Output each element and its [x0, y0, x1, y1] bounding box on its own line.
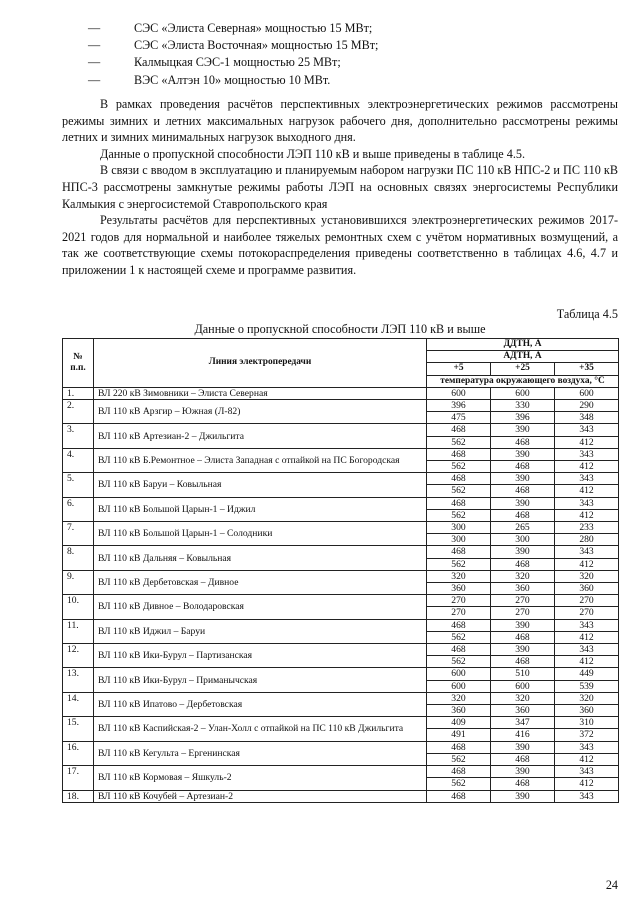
- value-cell: 343: [555, 448, 619, 460]
- table-row: [63, 497, 619, 509]
- table-row: [63, 668, 619, 680]
- value-cell: 412: [555, 656, 619, 668]
- line-name: ВЛ 110 кВ Кормовая – Яшкуль-2: [94, 766, 427, 790]
- value-cell: 390: [491, 619, 555, 631]
- value-cell: 280: [555, 534, 619, 546]
- value-cell: 562: [427, 436, 491, 448]
- row-number: 4.: [63, 448, 94, 472]
- value-cell: 390: [491, 644, 555, 656]
- value-cell: 360: [427, 705, 491, 717]
- table-row: [63, 692, 619, 704]
- bullet-text: Калмыцкая СЭС-1 мощностью 25 МВт;: [134, 55, 341, 70]
- value-cell: 412: [555, 461, 619, 473]
- value-cell: 390: [491, 741, 555, 753]
- value-cell: 270: [555, 595, 619, 607]
- value-cell: 343: [555, 766, 619, 778]
- bullet-text: СЭС «Элиста Северная» мощностью 15 МВт;: [134, 21, 373, 35]
- row-number: 10.: [63, 595, 94, 619]
- value-cell: 343: [555, 424, 619, 436]
- value-cell: 343: [555, 644, 619, 656]
- bullet-item: [88, 20, 378, 37]
- value-cell: 412: [555, 558, 619, 570]
- value-cell: 600: [427, 680, 491, 692]
- value-cell: 562: [427, 631, 491, 643]
- value-cell: 390: [491, 448, 555, 460]
- paragraph: Данные о пропускной способности ЛЭП 110 кВ и выше приведены в таблице 4.5.: [100, 146, 526, 161]
- value-cell: 468: [427, 766, 491, 778]
- row-number: 16.: [63, 741, 94, 765]
- value-cell: 468: [427, 546, 491, 558]
- bullet-dash: —: [88, 38, 101, 53]
- value-cell: 360: [555, 705, 619, 717]
- value-cell: 510: [491, 668, 555, 680]
- bullet-dash: —: [88, 21, 101, 35]
- header-ddtn: ДДТН, А: [427, 339, 619, 351]
- value-cell: 396: [491, 412, 555, 424]
- value-cell: 270: [491, 607, 555, 619]
- bullet-item: [88, 72, 378, 89]
- value-cell: 265: [491, 522, 555, 534]
- value-cell: 390: [491, 790, 555, 802]
- table-row: [63, 644, 619, 656]
- value-cell: 412: [555, 753, 619, 765]
- line-name: ВЛ 110 кВ Арзгир – Южная (Л-82): [94, 400, 427, 424]
- table-row: [63, 717, 619, 729]
- row-number: 18.: [63, 790, 94, 802]
- value-cell: 390: [491, 473, 555, 485]
- line-name: ВЛ 110 кВ Дербетовская – Дивное: [94, 570, 427, 594]
- value-cell: 600: [427, 668, 491, 680]
- header-temp-25: +25: [491, 363, 555, 375]
- value-cell: 233: [555, 522, 619, 534]
- value-cell: 600: [491, 680, 555, 692]
- line-name: ВЛ 110 кВ Дальняя – Ковыльная: [94, 546, 427, 570]
- line-name: ВЛ 110 кВ Ики-Бурул – Приманычская: [94, 668, 427, 692]
- table-row: [63, 424, 619, 436]
- value-cell: 468: [491, 656, 555, 668]
- value-cell: 343: [555, 790, 619, 802]
- value-cell: 270: [427, 607, 491, 619]
- value-cell: 300: [427, 534, 491, 546]
- value-cell: 468: [491, 753, 555, 765]
- table-row: [63, 473, 619, 485]
- row-number: 1.: [63, 387, 94, 399]
- row-number: 17.: [63, 766, 94, 790]
- header-temp-5: +5: [427, 363, 491, 375]
- header-temp-35: +35: [555, 363, 619, 375]
- value-cell: 600: [427, 387, 491, 399]
- bullet-dash: —: [88, 72, 101, 87]
- value-cell: 390: [491, 497, 555, 509]
- value-cell: 475: [427, 412, 491, 424]
- table-row: [63, 400, 619, 412]
- bullet-text: ВЭС «Алтэн 10» мощностью 10 МВт.: [134, 72, 331, 87]
- bullet-dash: —: [88, 55, 101, 70]
- paragraph: В связи с вводом в эксплуатацию и планируемым набором нагрузки ПС 110 кВ НПС-2 и ПС 110 кВ НПС-3 рассмотрены замкнутые режимы работы ЛЭП на основных связях энергосистемы Республики Калмыкия с энергосистемой Ставропольского края: [62, 163, 618, 211]
- value-cell: 390: [491, 546, 555, 558]
- table-row: [63, 790, 619, 802]
- bullet-item: [88, 37, 378, 54]
- value-cell: 468: [491, 631, 555, 643]
- value-cell: 320: [491, 692, 555, 704]
- value-cell: 449: [555, 668, 619, 680]
- value-cell: 348: [555, 412, 619, 424]
- value-cell: 562: [427, 656, 491, 668]
- value-cell: 468: [427, 644, 491, 656]
- value-cell: 562: [427, 485, 491, 497]
- body-text: [62, 96, 618, 279]
- value-cell: 343: [555, 473, 619, 485]
- row-number: 9.: [63, 570, 94, 594]
- value-cell: 330: [491, 400, 555, 412]
- value-cell: 390: [491, 766, 555, 778]
- value-cell: 412: [555, 485, 619, 497]
- table-row: [63, 546, 619, 558]
- value-cell: 270: [491, 595, 555, 607]
- value-cell: 409: [427, 717, 491, 729]
- table-row: [63, 448, 619, 460]
- value-cell: 412: [555, 436, 619, 448]
- header-num: № п.п.: [63, 339, 94, 388]
- value-cell: 360: [555, 583, 619, 595]
- line-name: ВЛ 110 кВ Иджил – Баруи: [94, 619, 427, 643]
- row-number: 12.: [63, 644, 94, 668]
- value-cell: 343: [555, 741, 619, 753]
- value-cell: 468: [427, 497, 491, 509]
- line-name: ВЛ 110 кВ Артезиан-2 – Джильгита: [94, 424, 427, 448]
- value-cell: 270: [555, 607, 619, 619]
- value-cell: 562: [427, 778, 491, 790]
- value-cell: 468: [427, 790, 491, 802]
- row-number: 8.: [63, 546, 94, 570]
- value-cell: 468: [427, 741, 491, 753]
- value-cell: 360: [491, 583, 555, 595]
- table-row: [63, 522, 619, 534]
- line-name: ВЛ 110 кВ Баруи – Ковыльная: [94, 473, 427, 497]
- row-number: 13.: [63, 668, 94, 692]
- value-cell: 491: [427, 729, 491, 741]
- value-cell: 343: [555, 546, 619, 558]
- paragraph: Результаты расчётов для перспективных установившихся электроэнергетических режимов 2017-2021 годов для нормальной и наиболее тяжелых ремонтных схем с учётом нормативных возмущений, а так же соответствующие схемы потокораспределения приведены соответственно в таблицах 4.6, 4.7 и приложении 1 к настоящей схеме и программе развития.: [62, 213, 618, 277]
- value-cell: 347: [491, 717, 555, 729]
- row-number: 7.: [63, 522, 94, 546]
- value-cell: 412: [555, 509, 619, 521]
- row-number: 14.: [63, 692, 94, 716]
- value-cell: 360: [491, 705, 555, 717]
- table-row: [63, 570, 619, 582]
- value-cell: 310: [555, 717, 619, 729]
- line-name: ВЛ 110 кВ Дивное – Володаровская: [94, 595, 427, 619]
- value-cell: 270: [427, 595, 491, 607]
- line-name: ВЛ 110 кВ Ики-Бурул – Партизанская: [94, 644, 427, 668]
- value-cell: 290: [555, 400, 619, 412]
- capacity-table: [62, 338, 619, 803]
- line-name: ВЛ 110 кВ Большой Царын-1 – Иджил: [94, 497, 427, 521]
- value-cell: 562: [427, 753, 491, 765]
- line-name: ВЛ 110 кВ Ипатово – Дербетовская: [94, 692, 427, 716]
- value-cell: 300: [491, 534, 555, 546]
- value-cell: 468: [427, 448, 491, 460]
- value-cell: 600: [555, 387, 619, 399]
- header-line: Линия электропередачи: [94, 339, 427, 388]
- value-cell: 416: [491, 729, 555, 741]
- value-cell: 360: [427, 583, 491, 595]
- value-cell: 343: [555, 497, 619, 509]
- line-name: ВЛ 110 кВ Большой Царын-1 – Солодники: [94, 522, 427, 546]
- value-cell: 372: [555, 729, 619, 741]
- table-row: [63, 387, 619, 399]
- value-cell: 343: [555, 619, 619, 631]
- value-cell: 320: [555, 692, 619, 704]
- value-cell: 468: [491, 558, 555, 570]
- value-cell: 562: [427, 558, 491, 570]
- value-cell: 600: [491, 387, 555, 399]
- value-cell: 300: [427, 522, 491, 534]
- value-cell: 412: [555, 778, 619, 790]
- line-name: ВЛ 220 кВ Зимовники – Элиста Северная: [94, 387, 427, 399]
- bullet-list: [88, 20, 378, 89]
- line-name: ВЛ 110 кВ Кочубей – Артезиан-2: [94, 790, 427, 802]
- value-cell: 390: [491, 424, 555, 436]
- value-cell: 320: [427, 570, 491, 582]
- table-caption: Данные о пропускной способности ЛЭП 110 кВ и выше: [194, 322, 486, 336]
- value-cell: 320: [555, 570, 619, 582]
- line-name: ВЛ 110 кВ Б.Ремонтное – Элиста Западная с отпайкой на ПС Богородская: [94, 448, 427, 472]
- value-cell: 468: [491, 461, 555, 473]
- value-cell: 539: [555, 680, 619, 692]
- row-number: 6.: [63, 497, 94, 521]
- value-cell: 468: [491, 509, 555, 521]
- value-cell: 468: [491, 778, 555, 790]
- value-cell: 412: [555, 631, 619, 643]
- row-number: 5.: [63, 473, 94, 497]
- value-cell: 468: [427, 619, 491, 631]
- bullet-text: СЭС «Элиста Восточная» мощностью 15 МВт;: [134, 38, 379, 53]
- value-cell: 396: [427, 400, 491, 412]
- header-temp-label: температура окружающего воздуха, °С: [427, 375, 619, 387]
- line-name: ВЛ 110 кВ Кегульта – Ергенинская: [94, 741, 427, 765]
- value-cell: 468: [491, 436, 555, 448]
- row-number: 3.: [63, 424, 94, 448]
- paragraph: В рамках проведения расчётов перспективных электроэнергетических режимов рассмотрены режимы зимних и летних максимальных нагрузок рабочего дня, дополнительно рассмотрены режимы летних и зимних минимальных нагрузок выходного дня.: [62, 97, 618, 145]
- table-number: Таблица 4.5: [556, 307, 618, 321]
- row-number: 15.: [63, 717, 94, 741]
- row-number: 11.: [63, 619, 94, 643]
- value-cell: 468: [427, 473, 491, 485]
- value-cell: 320: [427, 692, 491, 704]
- table-row: [63, 741, 619, 753]
- page-number: 24: [605, 878, 618, 892]
- value-cell: 468: [427, 424, 491, 436]
- value-cell: 320: [491, 570, 555, 582]
- table-row: [63, 766, 619, 778]
- row-number: 2.: [63, 400, 94, 424]
- value-cell: 562: [427, 509, 491, 521]
- value-cell: 468: [491, 485, 555, 497]
- table-row: [63, 619, 619, 631]
- value-cell: 562: [427, 461, 491, 473]
- header-adtn: АДТН, А: [427, 351, 619, 363]
- table-row: [63, 595, 619, 607]
- line-name: ВЛ 110 кВ Каспийская-2 – Улан-Холл с отпайкой на ПС 110 кВ Джильгита: [94, 717, 427, 741]
- bullet-item: [88, 54, 378, 71]
